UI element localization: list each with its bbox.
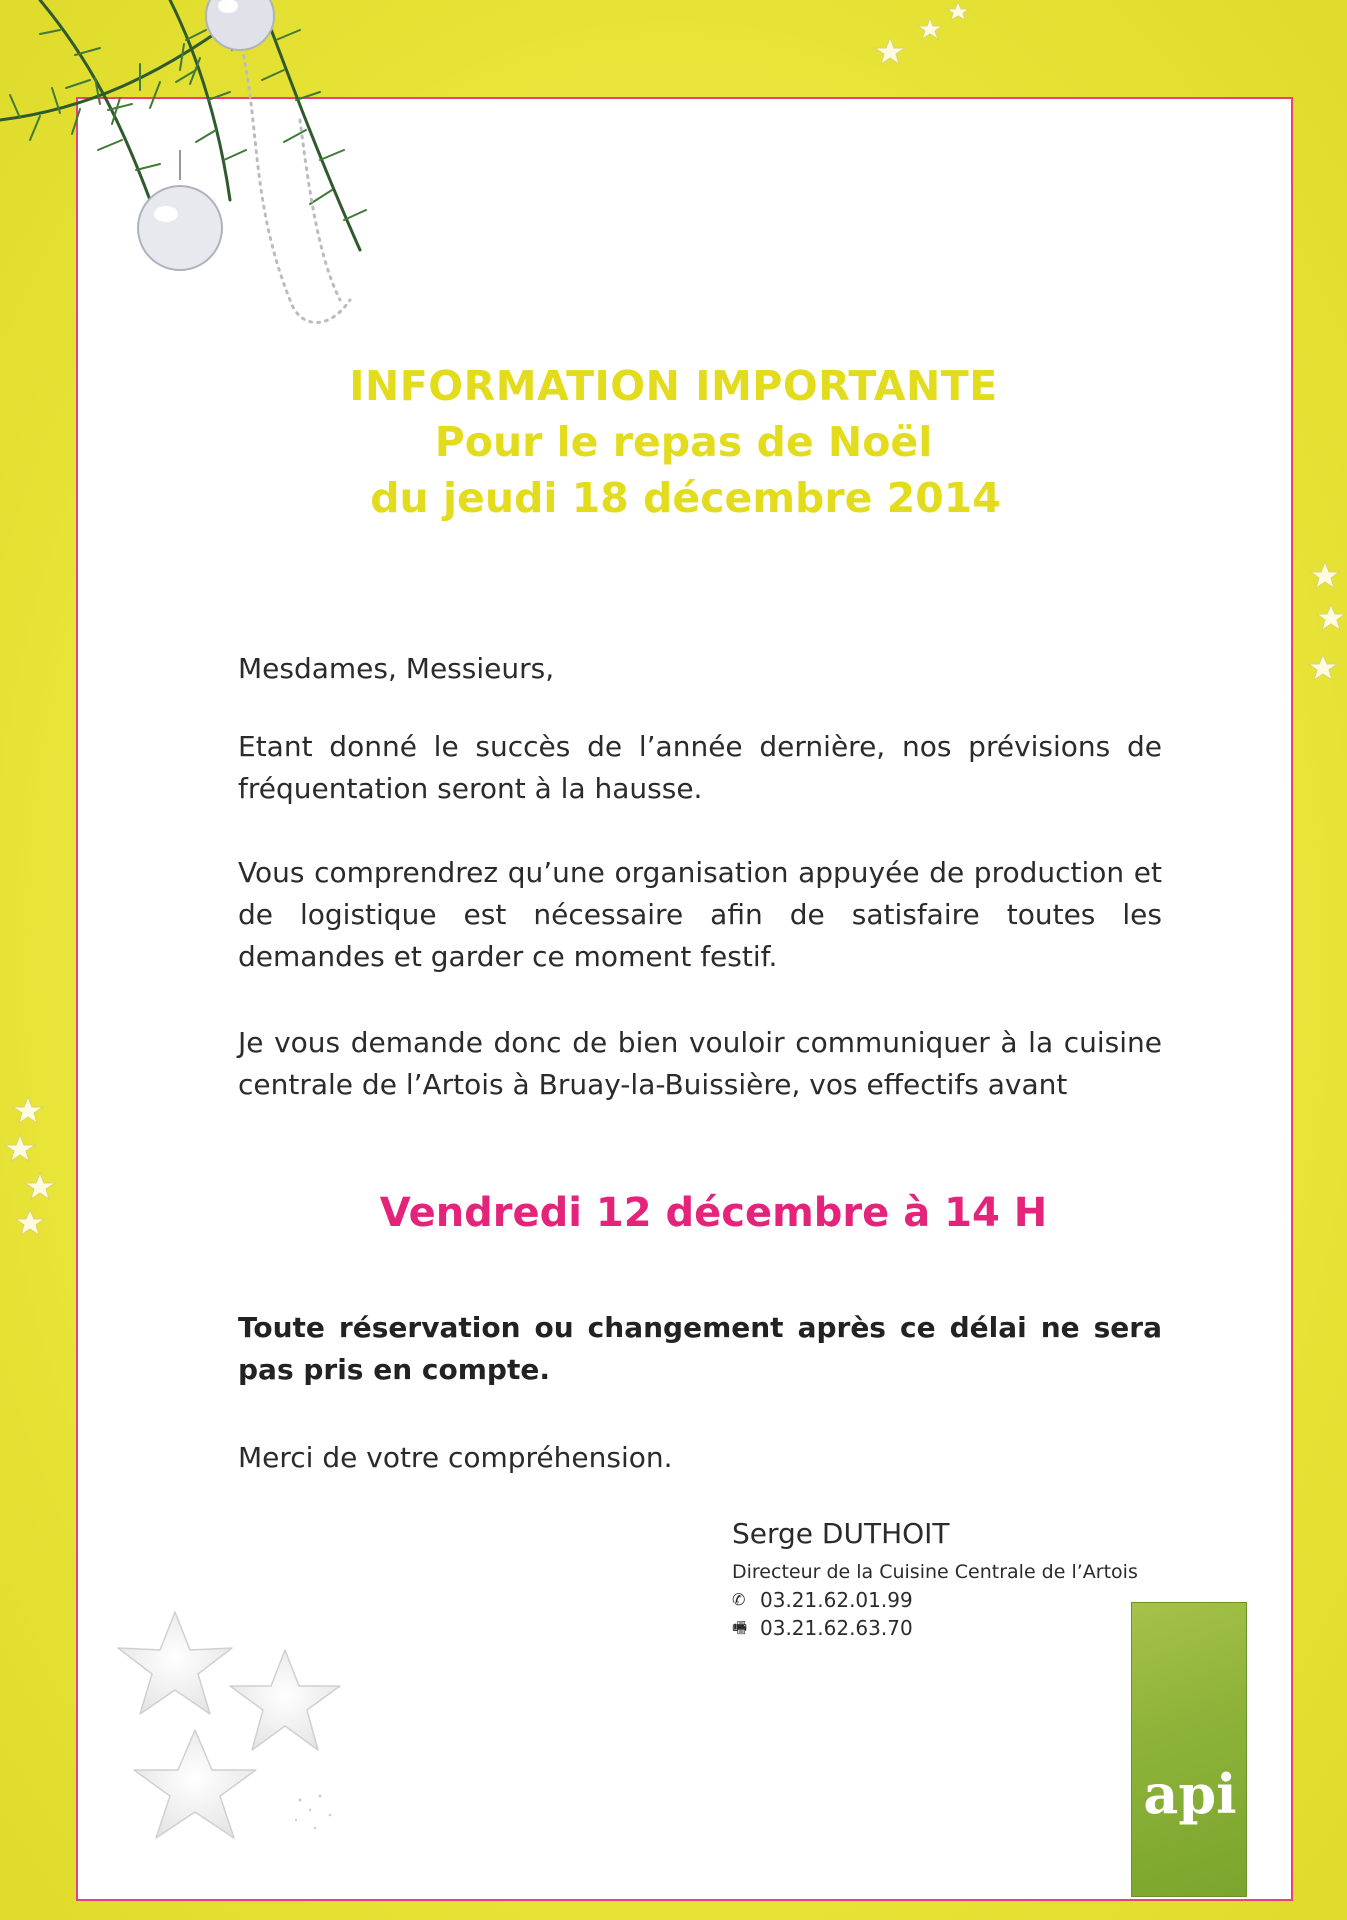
white-stars-decoration	[100, 1600, 360, 1870]
sparkle-stars-top-right	[870, 0, 980, 70]
deadline-text: Vendredi 12 décembre à 14 H	[379, 1190, 1048, 1236]
signature-role: Directeur de la Cuisine Centrale de l’Artois	[732, 1561, 1138, 1583]
title-line-1: INFORMATION IMPORTANTE	[349, 362, 998, 410]
phone-line	[732, 1586, 1138, 1614]
api-logo	[1131, 1602, 1247, 1897]
paragraph-3: Je vous demande donc de bien vouloir communiquer à la cuisine centrale de l’Artois à Bruay-la-Buissière, vos effectifs avant	[238, 1026, 1162, 1101]
fax-icon: 🖷	[732, 1618, 748, 1637]
logo-text: api	[1143, 1762, 1237, 1826]
phone-number: 03.21.62.01.99	[760, 1588, 913, 1612]
page-title	[0, 358, 1347, 526]
signature-block	[732, 1514, 1138, 1642]
paragraph-2: Vous comprendrez qu’une organisation appuyée de production et de logistique est nécessaire afin de satisfaire toutes les demandes et garder ce moment festif.	[238, 856, 1162, 973]
greeting: Mesdames, Messieurs,	[238, 652, 555, 685]
title-line-3: du jeudi 18 décembre 2014	[370, 474, 1001, 522]
paragraph-1: Etant donné le succès de l’année dernière, nos prévisions de fréquentation seront à la hausse.	[238, 730, 1162, 805]
fax-number: 03.21.62.63.70	[760, 1616, 913, 1640]
phone-icon: ✆	[732, 1590, 746, 1609]
thanks-text: Merci de votre compréhension.	[238, 1441, 673, 1474]
signature-name: Serge DUTHOIT	[732, 1517, 950, 1550]
warning-text: Toute réservation ou changement après ce délai ne sera pas pris en compte.	[238, 1311, 1162, 1386]
sparkle-stars-right	[1305, 560, 1347, 710]
christmas-branch-decoration	[0, 0, 420, 350]
fax-line	[732, 1614, 1138, 1642]
title-line-2: Pour le repas de Noël	[434, 418, 933, 466]
